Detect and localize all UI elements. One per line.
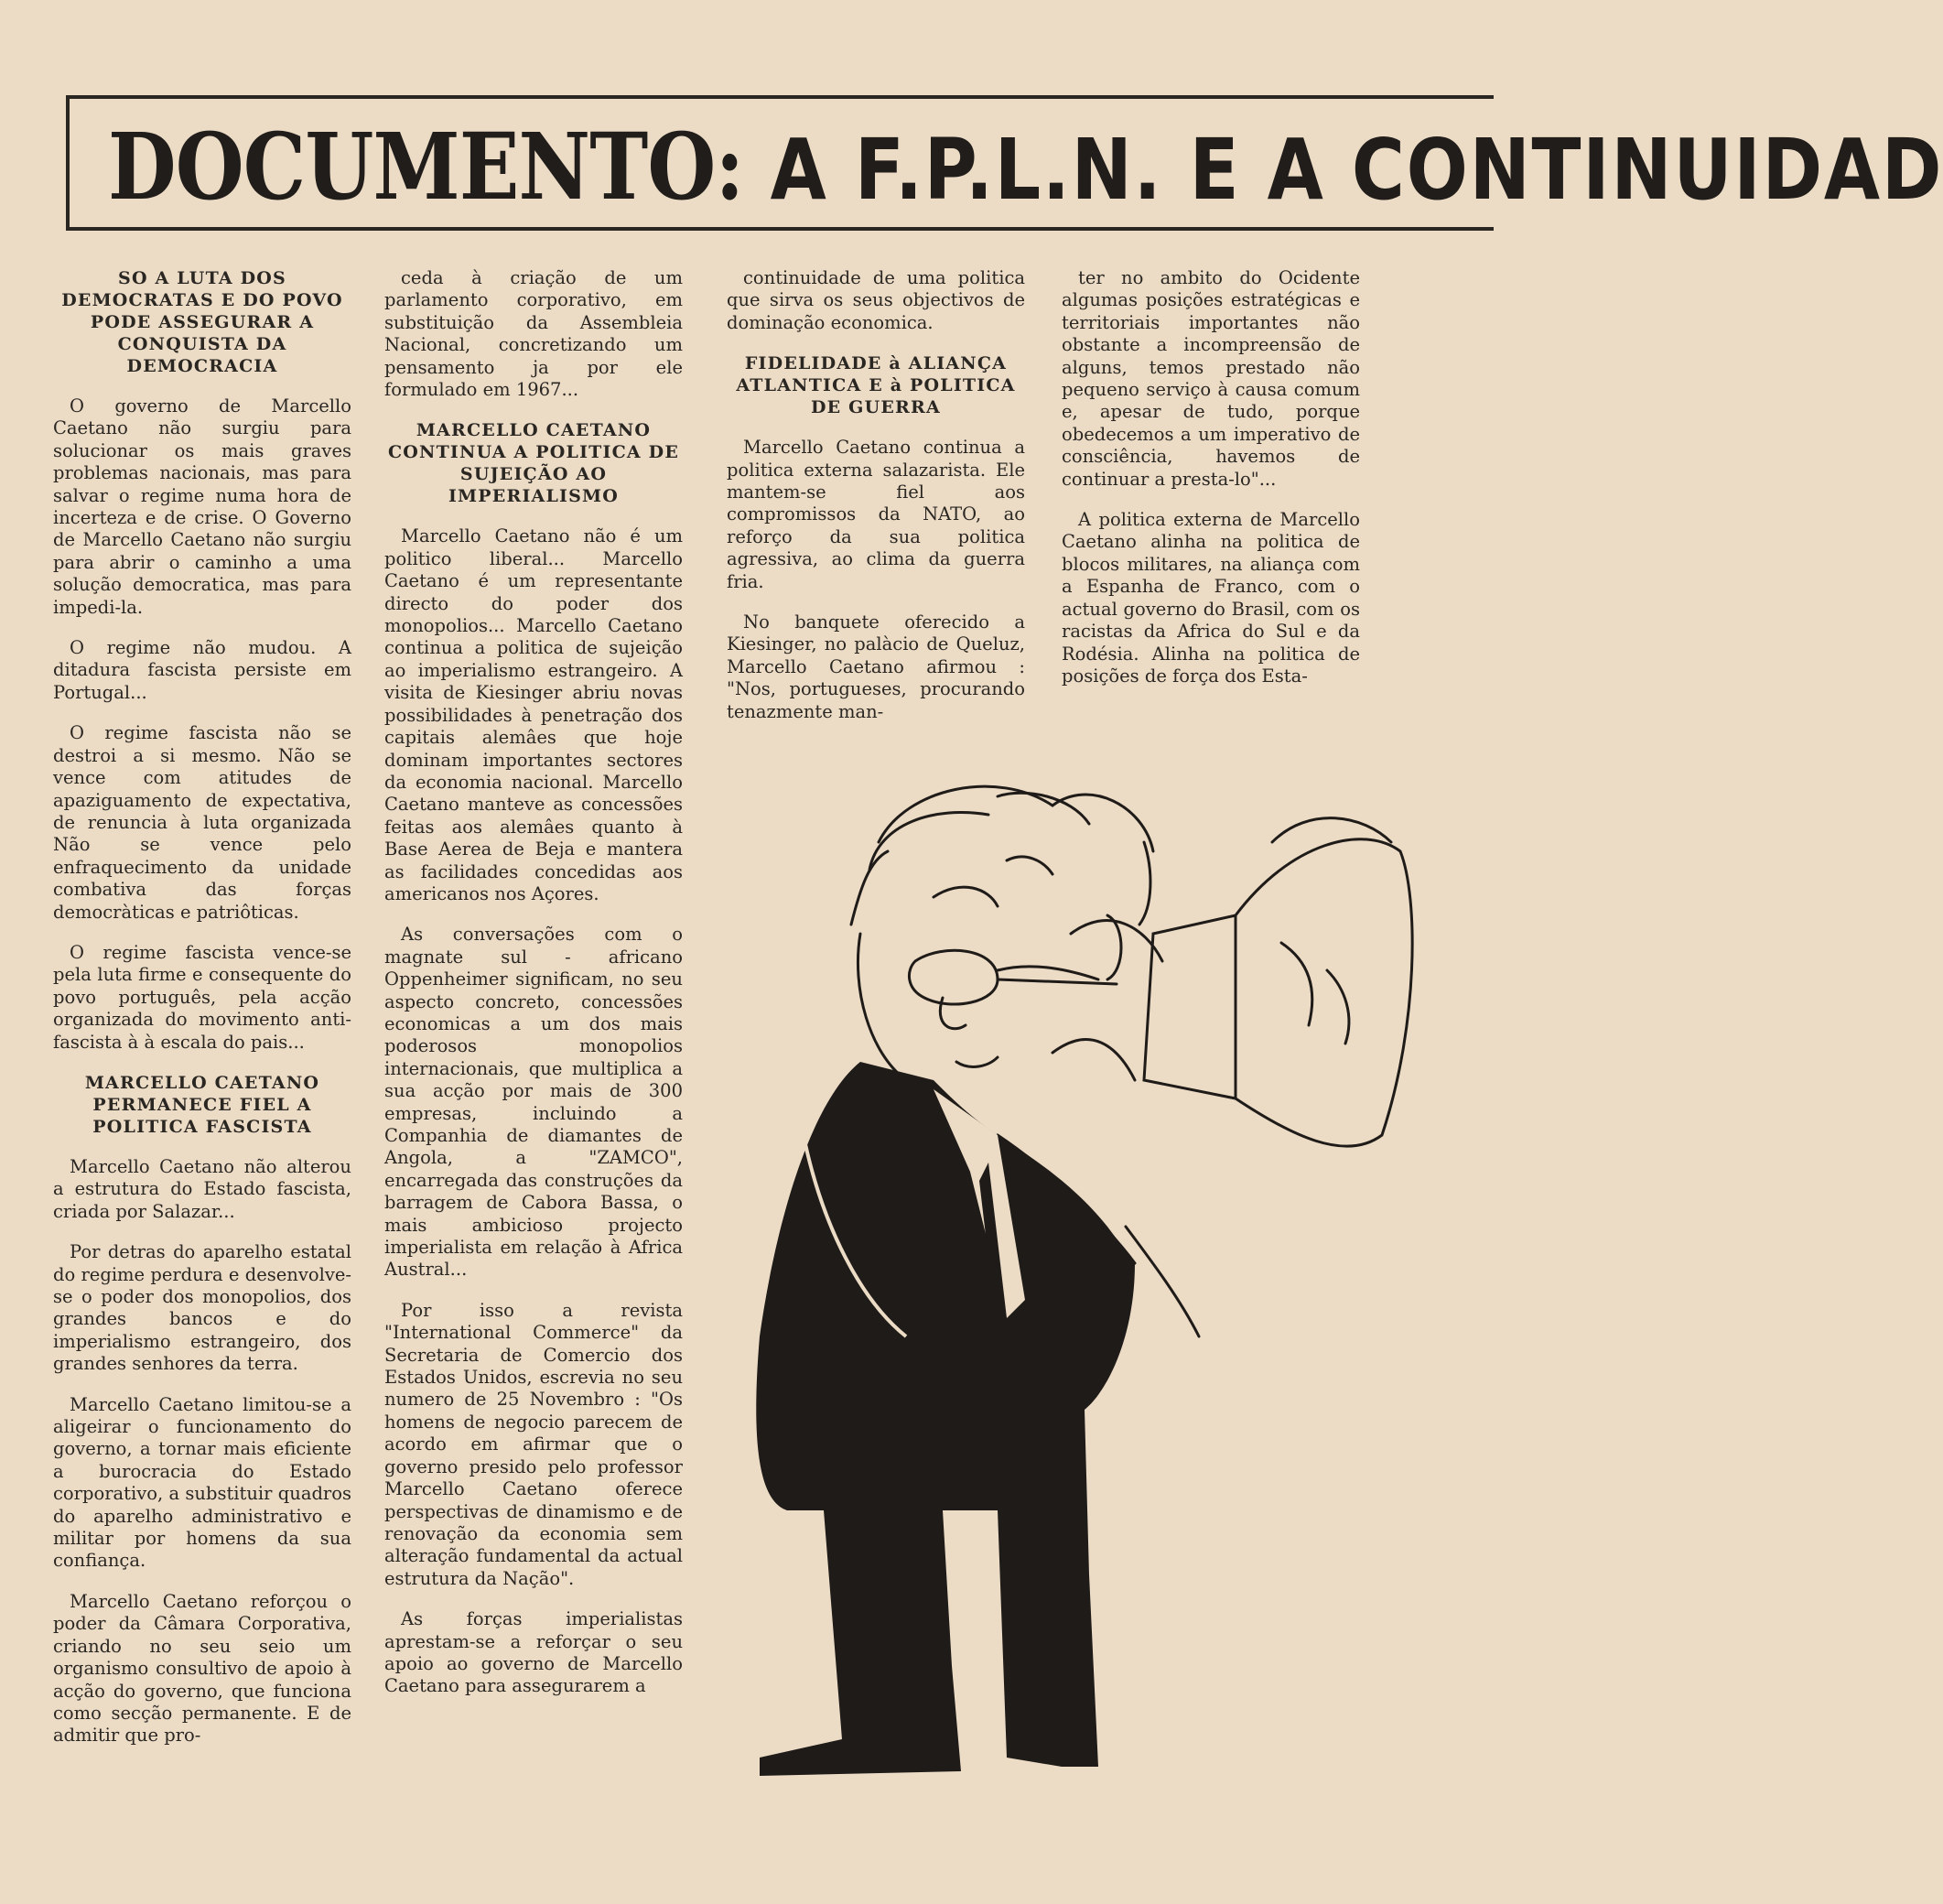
- headline-part2: A F.P.L.N. E A CONTINUIDAD: [770, 121, 1943, 219]
- paragraph: As forças imperialistas aprestam-se a reforçar o seu apoio ao governo de Marcello Caetano para assegurarem a: [384, 1608, 683, 1697]
- paragraph: No banquete oferecido a Kiesinger, no palàcio de Queluz, Marcello Caetano afirmou : "Nos, portugueses, procurando tenazmente man-: [727, 611, 1025, 722]
- paragraph: continuidade de uma politica que sirva os seus objectivos de dominação economica.: [727, 267, 1025, 333]
- paragraph: Marcello Caetano não alterou a estrutura do Estado fascista, criada por Salazar...: [53, 1155, 351, 1222]
- paragraph: Marcello Caetano continua a politica externa salazarista. Ele mantem-se fiel aos compromissos da NATO, ao reforço da sua politica agressiva, ao clima da guerra fria.: [727, 437, 1025, 592]
- caricature-illustration: [723, 751, 1437, 1785]
- column-2: [384, 267, 683, 1716]
- paragraph: Marcello Caetano não é um politico liberal... Marcello Caetano é um representante directo do poder dos monopolios... Marcello Caetano continua a politica de sujeição ao imperialismo estrangeiro. A visita de Kiesinger abriu novas possibilidades à penetração dos capitais alemâes que hoje dominam importantes sectores da economia nacional. Marcello Caetano manteve as concessões feitas aos alemâes quanto à Base Aerea de Beja e mantera as facilidades concedidas aos americanos nos Açores.: [384, 525, 683, 904]
- paragraph: Marcello Caetano reforçou o poder da Câmara Corporativa, criando no seu seio um organismo consultivo de apoio à acção do governo, que funciona como secção permanente. E de admitir que pro-: [53, 1590, 351, 1747]
- paragraph: Por detras do aparelho estatal do regime perdura e desenvolve-se o poder dos monopolios, dos grandes bancos e do imperialismo estrangeiro, dos grandes senhores da terra.: [53, 1241, 351, 1375]
- subheading: FIDELIDADE à ALIANÇA ATLANTICA E à POLITICA DE GUERRA: [736, 353, 1016, 418]
- subheading: SO A LUTA DOS DEMOCRATAS E DO POVO PODE ASSEGURAR A CONQUISTA DA DEMOCRACIA: [61, 268, 343, 376]
- column-3: [727, 267, 1025, 741]
- paragraph: A politica externa de Marcello Caetano alinha na politica de blocos militares, na aliança com a Espanha de Franco, com o actual governo do Brasil, com os racistas da Africa do Sul e da Rodésia. Alinha na politica de posições de força dos Esta-: [1062, 509, 1360, 687]
- subheading: MARCELLO CAETANO PERMANECE FIEL A POLITICA FASCISTA: [84, 1072, 320, 1137]
- headline-box: [66, 95, 1943, 231]
- paragraph: O regime fascista vence-se pela luta firme e consequente do povo português, pela acção organizada do movimento anti-fascista à à escala do pais...: [53, 941, 351, 1053]
- subheading: MARCELLO CAETANO CONTINUA A POLITICA DE SUJEIÇÃO AO IMPERIALISMO: [387, 420, 680, 507]
- headline-title: [108, 113, 1943, 221]
- paragraph: Marcello Caetano limitou-se a aligeirar o funcionamento do governo, a tornar mais eficiente a burocracia do Estado corporativo, a substituir quadros do aparelho administrativo e militar por homens da sua confiança.: [53, 1393, 351, 1572]
- paragraph: O regime fascista não se destroi a si mesmo. Não se vence com atitudes de apaziguamento de expectativa, de renuncia à luta organizada Não se vence pelo enfraquecimento da unidade combativa das forças democràticas e patriôticas.: [53, 722, 351, 923]
- paragraph: ceda à criação de um parlamento corporativo, em substituição da Assembleia Nacional, concretizando um pensamento ja por ele formulado em 1967...: [384, 267, 683, 401]
- paragraph: ter no ambito do Ocidente algumas posições estratégicas e territoriais importantes não obstante a incompreensão de alguns, temos prestado não pequeno serviço à causa comum e, apesar de tudo, porque obedecemos a um imperativo de consciência, havemos de continuar a presta-lo"...: [1062, 267, 1360, 490]
- paragraph: O regime não mudou. A ditadura fascista persiste em Portugal...: [53, 637, 351, 703]
- headline-part1: DOCUMENTO:: [108, 113, 744, 221]
- column-4: [1062, 267, 1360, 706]
- paragraph: O governo de Marcello Caetano não surgiu para solucionar os mais graves problemas nacionais, mas para salvar o regime numa hora de incerteza e de crise. O Governo de Marcello Caetano não surgiu para abrir o caminho a uma solução democratica, mas para impedi-la.: [53, 395, 351, 618]
- column-1: [53, 267, 351, 1766]
- paragraph: Por isso a revista "International Commerce" da Secretaria de Comercio dos Estados Unidos, escrevia no seu numero de 25 Novembro : "Os homens de negocio parecem de acordo em afirmar que o governo presido pelo professor Marcello Caetano oferece perspectivas de dinamismo e de renovação da economia sem alteração fundamental da actual estrutura da Nação".: [384, 1299, 683, 1589]
- paragraph: As conversações com o magnate sul - africano Oppenheimer significam, no seu aspecto concreto, concessões economicas a um dos mais poderosos monopolios internacionais, que multiplica a sua acção por mais de 300 empresas, incluindo a Companhia de diamantes de Angola, a "ZAMCO", encarregada das construções da barragem de Cabora Bassa, o mais ambicioso projecto imperialista em relação à Africa Austral...: [384, 924, 683, 1281]
